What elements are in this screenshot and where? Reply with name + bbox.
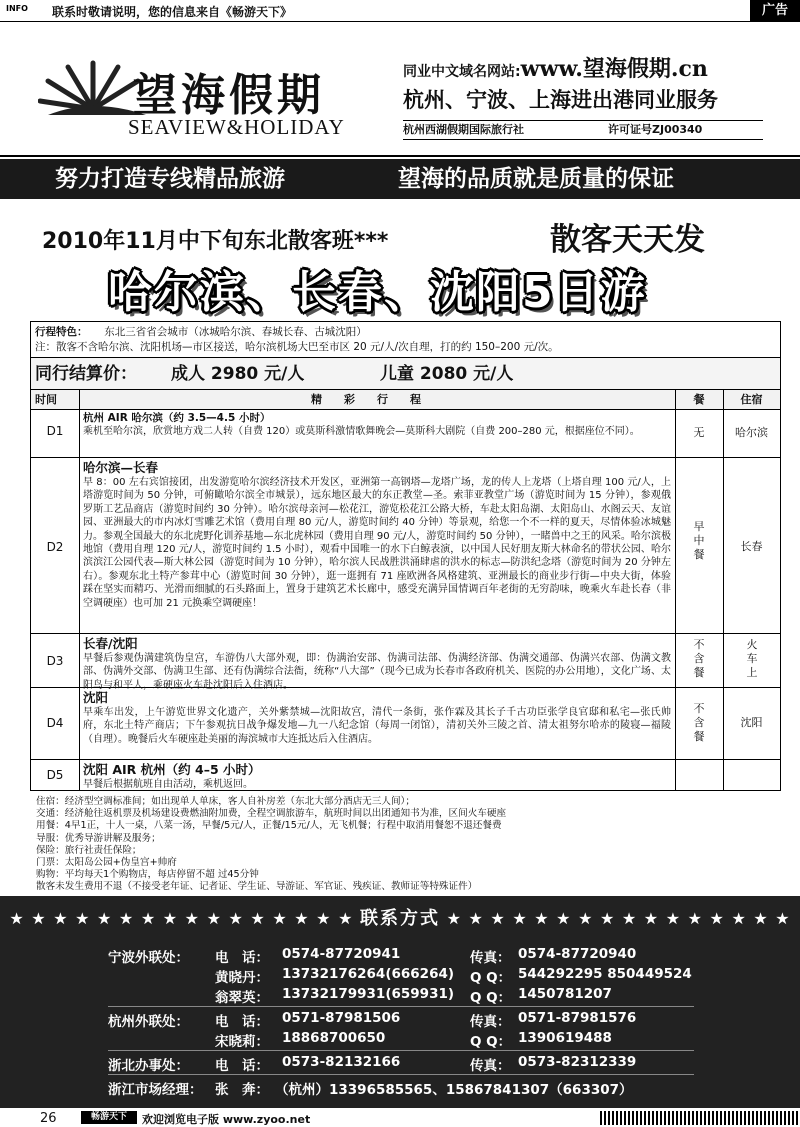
domain-prefix: 同业中文域名网站: (403, 64, 521, 80)
contact-divider (108, 1006, 694, 1007)
day-description (83, 636, 671, 692)
e-edition-link[interactable]: 欢迎浏览电子版 www.zyoo.net (142, 1113, 311, 1126)
day-label: D2 (46, 540, 64, 554)
manager-name: 张 奔： (215, 1082, 269, 1098)
slogan-left: 努力打造专线精品旅游 (55, 166, 285, 192)
brand-name-en: SEAVIEW&HOLIDAY (128, 115, 345, 139)
header-meal: 餐 (693, 393, 705, 406)
domain-line (403, 52, 708, 83)
zhebei-fax: 0573-82312339 (518, 1054, 637, 1070)
tour-title: 2010年11月中下旬东北散客班*** (42, 229, 389, 254)
table-row (31, 634, 780, 691)
agency-line (403, 120, 763, 140)
day-description (83, 762, 671, 791)
tour-notes (36, 796, 776, 894)
star-decoration: ★ ★ ★ ★ ★ ★ ★ ★ ★ ★ ★ ★ ★ ★ ★ ★ (446, 909, 791, 928)
day-body: 早餐后参观伪满建筑伪皇宫，车游伪八大部外观，即：伪满治安部、伪满司法部、伪满经济部、伪满交通部、伪满兴农部、伪满文教部、伪满外交部、伪满卫生部、还有伪满综合法衙，统称“八大部”（现今已成为长春市各政府机关、医院的办公用地），文化广场、太阳鸟与和平人，乘硬座火车赴沈阳后入住酒店。 (83, 653, 671, 691)
fax-label: 传真： (470, 1014, 511, 1030)
slogan-band (0, 159, 800, 199)
day-label: D4 (46, 716, 64, 730)
day-label: D1 (46, 424, 64, 438)
day-body: 乘机至哈尔滨，欣赏地方戏二人转（自费 120）或莫斯科激情歌舞晚会—莫斯科大剧院（自费 200–280 元，根据座位不同）。 (83, 426, 640, 437)
ningbo-tel[interactable]: 0574-87720941 (282, 946, 401, 962)
feature-block (31, 322, 780, 358)
day-body: 早乘车出发，上午游览世界文化遗产，关外紫禁城—沈阳故宫，清代一条街，张作霖及其长子千古功臣张学良官邸和私宅—张氏帅府，东北土特产商店；下午参观抗日战争爆发地—九一八纪念馆（每周一闭馆），清初关外三陵之首、清太祖努尔哈赤的陵寝—福陵（自理）。晚餐后火车硬座赴美丽的海滨城市大连抵达后入住酒店。 (83, 707, 671, 745)
hangzhou-tel[interactable]: 0571-87981506 (282, 1010, 401, 1026)
note-line: 住宿：经济型空调标准间；如出现单人单床，客人自补房差（东北大部分酒店无三人间）； (36, 796, 415, 807)
contact-heading: 联系方式 (360, 908, 440, 929)
qq-label: Q Q： (470, 1034, 512, 1050)
domain-link[interactable]: www.望海假期.cn (520, 56, 708, 82)
day-heading: 杭州 AIR 哈尔滨（约 3.5—4.5 小时） (83, 412, 271, 424)
ningbo-label: 宁波外联处： (108, 950, 189, 966)
day-meal: 无 (693, 426, 705, 439)
feature-text: 东北三省省会城市（冰城哈尔滨、春城长春、古城沈阳） (104, 326, 367, 338)
contact-divider (108, 1050, 694, 1051)
day-heading: 沈阳 AIR 杭州（约 4–5 小时） (83, 762, 261, 777)
price-child: 儿童 2080 元/人 (380, 364, 514, 384)
sun-icon (38, 57, 148, 117)
contact-qq: 1390619488 (518, 1030, 612, 1046)
day-heading: 哈尔滨—长春 (83, 460, 159, 475)
table-row (31, 410, 780, 458)
ningbo-fax: 0574-87720940 (518, 946, 637, 962)
price-label: 同行结算价： (35, 364, 137, 384)
qq-label: Q Q： (470, 970, 512, 986)
brand-name-cn: 望海假期 (133, 70, 325, 121)
tel-label: 电 话： (215, 1014, 269, 1030)
ad-label: 广告 (750, 0, 800, 22)
hangzhou-label: 杭州外联处： (108, 1014, 189, 1030)
day-description (83, 690, 671, 746)
fax-label: 传真： (470, 950, 511, 966)
manager-label: 浙江市场经理： (108, 1082, 203, 1098)
day-heading: 沈阳 (83, 690, 109, 705)
contact-phone[interactable]: 18868700650 (282, 1030, 386, 1046)
day-description (83, 412, 671, 438)
day-meal: 早中餐 (693, 520, 705, 561)
table-row (31, 760, 780, 790)
footer (0, 1108, 800, 1127)
license-number: 许可证号ZJ00340 (608, 123, 703, 136)
brand-logo (28, 57, 388, 157)
zhebei-tel[interactable]: 0573-82132166 (282, 1054, 401, 1070)
contact-name: 黄晓丹： (215, 970, 269, 986)
note-line: 导服：优秀导游讲解及服务； (36, 832, 161, 844)
contact-name: 宋晓莉： (215, 1034, 269, 1050)
price-adult: 成人 2980 元/人 (171, 364, 305, 384)
contact-notice: 联系时敬请说明，您的信息来自《畅游天下》 (52, 5, 293, 19)
day-stay: 沈阳 (740, 716, 763, 729)
daily-departure: 散客天天发 (550, 222, 705, 258)
magazine-badge: 畅游天下 (81, 1111, 137, 1124)
qq-label: Q Q： (470, 990, 512, 1006)
manager-phone[interactable]: （杭州）13396585565、15867841307（663307） (275, 1082, 633, 1098)
day-meal: 不含餐 (693, 638, 705, 679)
fax-label: 传真： (470, 1058, 511, 1074)
page-number: 26 (40, 1111, 57, 1126)
day-description (83, 460, 671, 610)
day-stay: 长春 (740, 540, 763, 553)
contact-section (0, 896, 800, 1108)
day-label: D3 (46, 654, 64, 668)
tel-label: 电 话： (215, 950, 269, 966)
header-itinerary: 精彩行程 (311, 393, 443, 406)
note-line: 用餐：4早1正，十人一桌，八菜一汤，早餐/5元/人，正餐/15元/人，无飞机餐；行程中取消用餐恕不退还餐费 (36, 820, 502, 832)
zhebei-label: 浙北办事处： (108, 1058, 189, 1074)
note-line: 购物：平均每天1个购物店，每店停留不超 过45分钟 (36, 869, 259, 881)
header (0, 22, 800, 157)
table-row (31, 458, 780, 634)
slogan-right: 望海的品质就是质量的保证 (398, 166, 674, 192)
table-header (31, 390, 780, 410)
day-stay: 火车上 (746, 638, 758, 679)
contact-qq: 544292295 850449524 (518, 966, 692, 982)
contact-heading-row (0, 904, 800, 930)
day-body: 早餐后根据航班自由活动，乘机返回。 (83, 779, 253, 790)
day-body: 早 8：00 左右宾馆接团，出发游览哈尔滨经济技术开发区，亚洲第一高钢塔—龙塔广场，龙的传人上龙塔（上塔自理 100 元/人，上塔游览时间为 50 分钟，可俯瞰哈尔滨全市城景），远东地区最大的东正教堂—圣。索菲亚教堂广场（游览时间为 15 分钟），参观俄罗斯工艺品商店（游览时间约 30 分钟）。哈尔滨母亲河—松花江，游览松花江公路大桥，车赴太阳岛湖、太阳岛山、水阁云天、友谊园、亚洲最大的市内冰灯雪雕艺术馆（费用自理 80 元/人，游览时间约 40 分钟）等景观，给您一个不一样的夏天，尽情体验冰城魅力。参观全国最大的东北虎野化训养基地—东北虎林园（费用自理 90 元/人，游览时间约 50 分钟），一睹兽中之王的风采。哈尔滨极地馆（费用自理 120 元/人，游览时间约 1.5 小时），观看中国唯一的水下白鲸表演，以中国人民好朋友斯大林命名的带状公园、哈尔滨滨江公园代表—斯大林公园（游览时间为 10 分钟），哈尔滨人民战胜洪涌肆虐的洪水的标志—防洪纪念塔（游览时间为 20 分钟左右）。参观东北土特产参茸中心（游览时间 30 分钟），逛一逛拥有 71 座欧洲各风格建筑、亚洲最长的商业步行街—中央大街，体验踩在坚实而精巧、光滑而细腻的石头路面上，置身于建筑艺术长廊中，感受充满异国情调百年老街的无穷韵味，晚乘火车赴长春（非空调硬座）也可加 21 元换乘空调硬座！ (83, 477, 671, 609)
day-heading: 长春/沈阳 (83, 636, 138, 651)
header-stay: 住宿 (740, 393, 763, 406)
note-line: 交通：经济舱往返机票及机场建设费燃油附加费，全程空调旅游车，航班时间以出团通知书为准，区间火车硬座 (36, 808, 507, 820)
contact-name: 翁翠英： (215, 990, 269, 1006)
day-meal: 不含餐 (693, 702, 705, 743)
star-decoration: ★ ★ ★ ★ ★ ★ ★ ★ ★ ★ ★ ★ ★ ★ ★ ★ (9, 909, 354, 928)
hangzhou-fax: 0571-87981576 (518, 1010, 637, 1026)
price-row (31, 358, 780, 390)
feature-label: 行程特色： (35, 326, 88, 338)
table-row (31, 688, 780, 760)
header-time: 时间 (35, 393, 57, 406)
contact-divider (108, 1074, 694, 1075)
contact-phone[interactable]: 13732176264(666264) (282, 966, 455, 982)
route-title: 哈尔滨、长春、沈阳5日游 (108, 267, 647, 318)
transfer-note: 注：散客不含哈尔滨、沈阳机场—市区接送，哈尔滨机场大巴至市区 20 元/人/次自理，打的约 150–200 元/次。 (35, 341, 559, 353)
contact-phone[interactable]: 13732179931(659931) (282, 986, 455, 1002)
note-line: 保险：旅行社责任保险； (36, 844, 142, 856)
decorative-stripe (600, 1111, 800, 1125)
note-line: 散客未发生费用不退（不接受老年证、记者证、学生证、导游证、军官证、残疾证、教师证等特殊证件） (36, 881, 478, 893)
note-line: 门票：太阳岛公园+伪皇宫+帅府 (36, 857, 177, 869)
tel-label: 电 话： (215, 1058, 269, 1074)
top-bar (0, 0, 800, 22)
day-stay: 哈尔滨 (735, 426, 768, 439)
agency-name: 杭州西湖假期国际旅行社 (403, 123, 524, 136)
itinerary-table (30, 321, 781, 791)
contact-qq: 1450781207 (518, 986, 612, 1002)
day-label: D5 (46, 768, 64, 782)
magazine-mini-logo: INFO (6, 4, 28, 13)
service-line: 杭州、宁波、上海进出港同业服务 (403, 88, 718, 112)
